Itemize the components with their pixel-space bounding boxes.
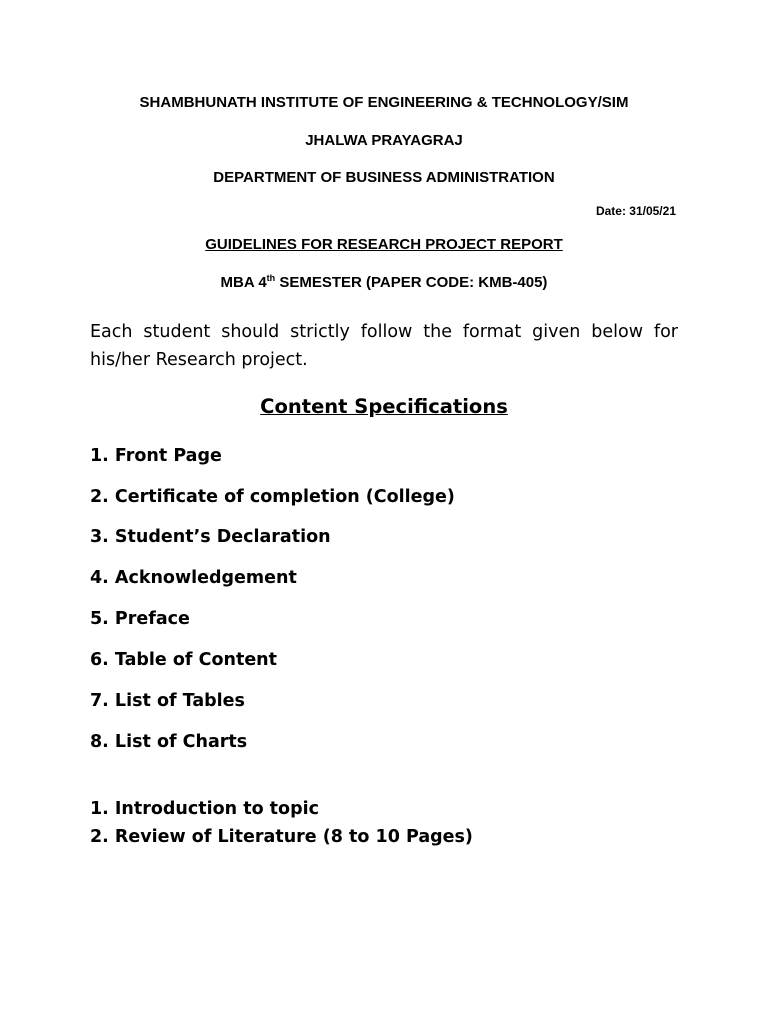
intro-paragraph: Each student should strictly follow the format given below for his/her Research project. <box>90 322 678 370</box>
content-specifications-heading-text: Content Specifications <box>260 395 508 418</box>
course-prefix: MBA 4 <box>220 274 267 291</box>
chapter-item-introduction: 1. Introduction to topic <box>90 799 319 819</box>
department-name: DEPARTMENT OF BUSINESS ADMINISTRATION <box>213 169 555 186</box>
chapter-item-literature-review: 2. Review of Literature (8 to 10 Pages) <box>90 827 473 847</box>
spec-item-preface: 5. Preface <box>90 609 190 629</box>
content-specifications-heading <box>0 394 768 420</box>
spec-item-declaration: 3. Student’s Declaration <box>90 527 331 547</box>
course-ordinal: th <box>266 273 276 283</box>
spec-item-list-of-charts: 8. List of Charts <box>90 732 248 752</box>
spec-item-acknowledgement: 4. Acknowledgement <box>90 568 297 588</box>
course-line <box>0 274 768 292</box>
spec-item-list-of-tables: 7. List of Tables <box>90 691 245 711</box>
document-date: Date: 31/05/21 <box>595 204 676 218</box>
spec-item-certificate: 2. Certificate of completion (College) <box>90 487 455 507</box>
course-suffix: SEMESTER (PAPER CODE: KMB-405) <box>275 274 548 291</box>
institute-name: SHAMBHUNATH INSTITUTE OF ENGINEERING & TECHNOLOGY/SIM <box>139 94 629 111</box>
spec-item-front-page: 1. Front Page <box>90 446 222 466</box>
guidelines-title: GUIDELINES FOR RESEARCH PROJECT REPORT <box>205 236 563 253</box>
institute-location: JHALWA PRAYAGRAJ <box>305 132 463 149</box>
spec-item-table-of-content: 6. Table of Content <box>90 650 278 670</box>
